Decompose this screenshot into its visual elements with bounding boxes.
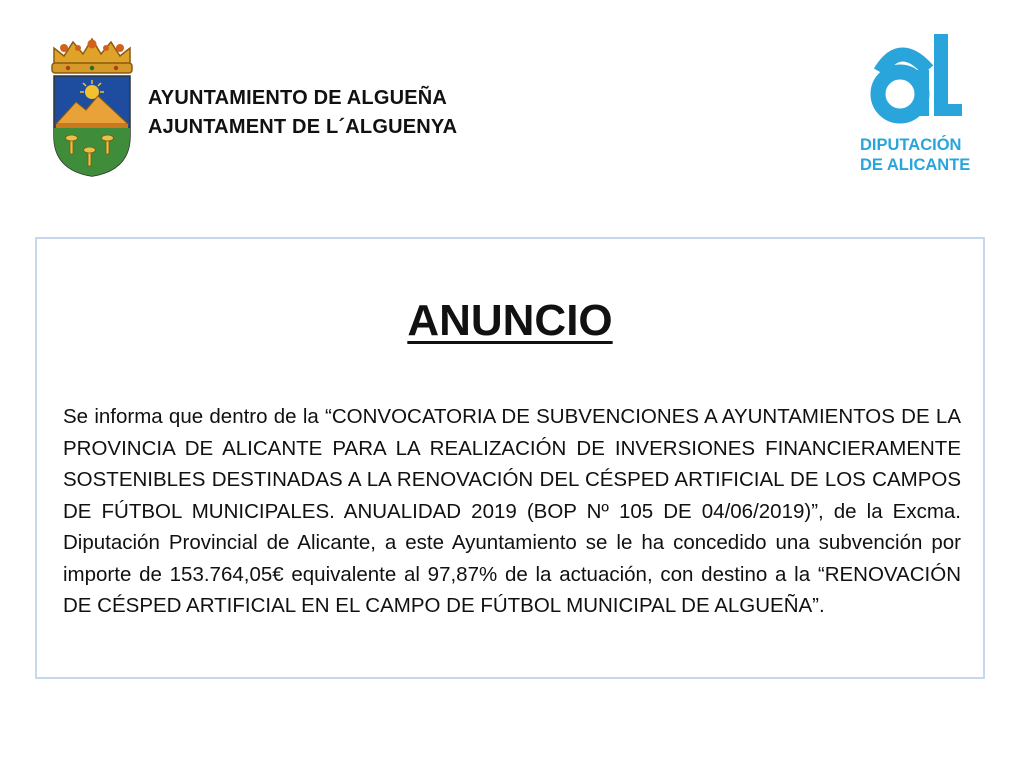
notice-title-text: ANUNCIO: [407, 296, 613, 345]
notice-title: [37, 295, 983, 347]
notice-box: [35, 237, 985, 679]
partner-name-line1: DIPUTACIÓN: [860, 136, 962, 154]
coat-of-arms-icon: [46, 38, 138, 178]
partner-name-line2: DE ALICANTE: [860, 156, 971, 174]
partner-name: [860, 135, 980, 175]
partner-logo: [860, 32, 980, 178]
organization-name: [148, 84, 457, 142]
organization-name-spanish: AYUNTAMIENTO DE ALGUEÑA: [148, 87, 448, 109]
notice-body: Se informa que dentro de la “CONVOCATORIA DE SUBVENCIONES A AYUNTAMIENTOS DE LA PROVINCIA DE ALICANTE PARA LA REALIZACIÓN DE INVERSIONES FINANCIERAMENTE SOSTENIBLES DESTINADAS A LA RENOVACIÓN DEL CÉSPED ARTIFICIAL DE LOS CAMPOS DE FÚTBOL MUNICIPALES. ANUALIDAD 2019 (BOP Nº 105 DE 04/06/2019)”, de la Excma. Diputación Provincial de Alicante, a este Ayuntamiento se le ha concedido una subvención por importe de 153.764,05€ equivalente al 97,87% de la actuación, con destino a la “RENOVACIÓN DE CÉSPED ARTIFICIAL EN EL CAMPO DE FÚTBOL MUNICIPAL DE ALGUEÑA”.: [63, 405, 961, 617]
diputacion-al-logo-icon: [866, 32, 966, 128]
organization-name-valencian: AJUNTAMENT DE L´ALGUENYA: [148, 116, 458, 138]
